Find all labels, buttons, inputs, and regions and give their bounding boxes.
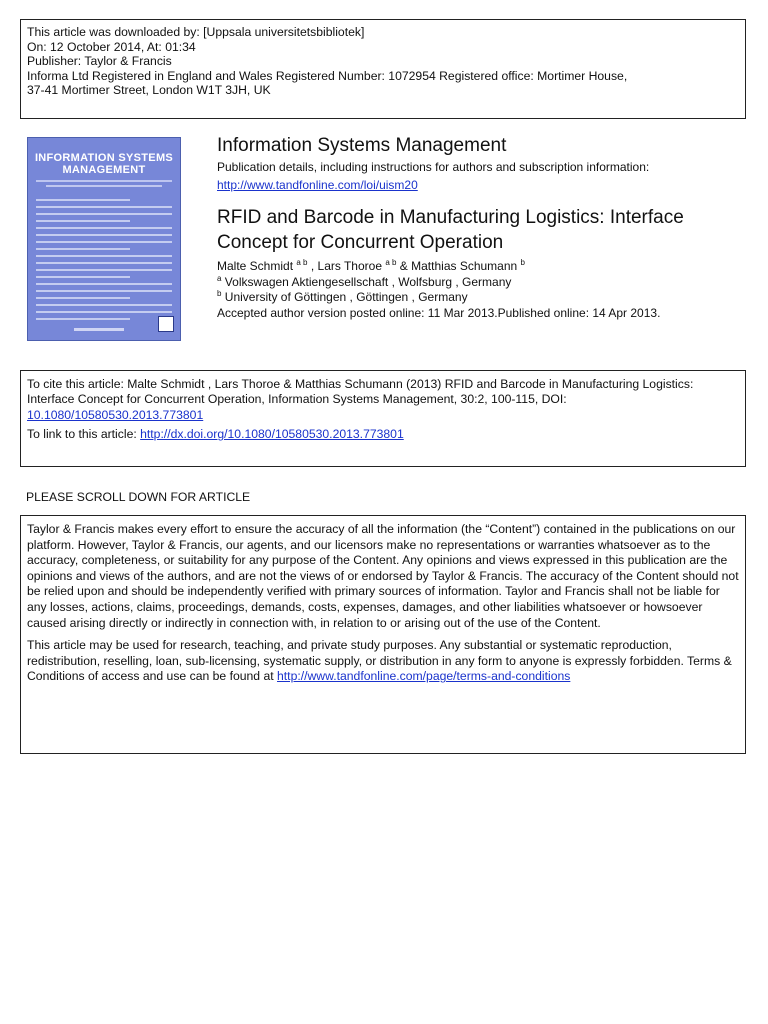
affiliation-mark: a: [217, 273, 222, 283]
affiliation: [217, 290, 747, 306]
author-name: Matthias Schumann: [411, 259, 518, 273]
affiliation: [217, 275, 747, 291]
cover-title-line: INFORMATION SYSTEMS: [34, 152, 174, 164]
link-label: To link to this article:: [27, 427, 137, 442]
download-line: On: 12 October 2014, At: 01:34: [27, 39, 196, 54]
doi-link[interactable]: 10.1080/10580530.2013.773801: [27, 407, 204, 422]
download-line: This article was downloaded by: [Uppsala universitetsbibliotek]: [27, 25, 365, 39]
download-line: Informa Ltd Registered in England and Wales Registered Number: 1072954 Registered office: Mortimer House,: [27, 68, 628, 83]
cover-rule: [36, 180, 172, 182]
author-name: Lars Thoroe: [317, 259, 382, 273]
journal-cover-image: [27, 137, 181, 341]
journal-url-link[interactable]: http://www.tandfonline.com/loi/uism20: [217, 178, 418, 192]
citation-body: To cite this article: Malte Schmidt , Lars Thoroe & Matthias Schumann (2013) RFID and Barcode in Manufacturing Logistics: Interface Concept for Concurrent Operation, Information Systems Management, 30:2, 100-115, DOI:: [27, 377, 694, 407]
author-list: [217, 259, 747, 275]
cover-title: [28, 152, 180, 176]
author-name: Malte Schmidt: [217, 259, 294, 273]
download-line: Publisher: Taylor & Francis: [27, 54, 172, 69]
cover-rule: [46, 185, 162, 187]
publisher-logo-icon: [158, 316, 174, 332]
affiliation-text: Volkswagen Aktiengesellschaft , Wolfsburg , Germany: [224, 274, 512, 289]
disclaimer-paragraph: Taylor & Francis makes every effort to ensure the accuracy of all the information (the “Content”) contained in the publications on our platform. However, Taylor & Francis, our agents, and our licensors make no representations or warranties whatsoever as to the accuracy, completeness, or suitability for any purpose of the Content. Any opinions and views expressed in this publication are the opinions and views of the authors, and are not the views of or endorsed by Taylor & Francis. The accuracy of the Content should not be relied upon and should be independently verified with primary sources of information. Taylor and Francis shall not be liable for any losses, actions, claims, proceedings, demands, costs, expenses, damages, and other liabilities whatsoever or howsoever caused arising directly or indirectly in connection with, in relation to or arising out of the use of the Content.: [27, 522, 739, 630]
cover-brand: [74, 328, 124, 331]
citation-box: [20, 370, 746, 467]
scroll-down-notice: PLEASE SCROLL DOWN FOR ARTICLE: [26, 490, 251, 504]
terms-text: This article may be used for research, teaching, and private study purposes. Any substantial or systematic reproduction, redistribution, reselling, loan, sub-licensing, systematic supply, or distribution in any form to anyone is expressly forbidden. Terms & Conditions of access and use can be found at: [27, 638, 732, 684]
author-separator: &: [396, 259, 412, 273]
download-info-box: [20, 19, 746, 119]
article-link-row: [27, 427, 739, 442]
author-separator: ,: [307, 259, 318, 273]
journal-info: [217, 135, 747, 321]
article-title: RFID and Barcode in Manufacturing Logistics: Interface Concept for Concurrent Operation: [217, 207, 684, 253]
affiliation-mark: b: [217, 289, 222, 298]
download-line: 37-41 Mortimer Street, London W1T 3JH, UK: [27, 83, 271, 98]
publication-dates: Accepted author version posted online: 11 Mar 2013.Published online: 14 Apr 2013.: [217, 305, 661, 320]
cover-contents: [28, 199, 180, 320]
affiliation-mark: a b: [385, 258, 397, 267]
article-doi-url-link[interactable]: http://dx.doi.org/10.1080/10580530.2013.773801: [140, 427, 404, 442]
publication-details: Publication details, including instructions for authors and subscription information:: [217, 160, 650, 174]
affiliation-text: University of Göttingen , Göttingen , Germany: [224, 290, 468, 304]
cover-title-line: MANAGEMENT: [62, 164, 146, 176]
terms-conditions-link[interactable]: http://www.tandfonline.com/page/terms-and-conditions: [277, 669, 571, 684]
citation-text: [27, 377, 739, 423]
disclaimer-box: [20, 515, 746, 754]
affiliation-mark: a b: [296, 258, 308, 267]
affiliation-mark: b: [520, 258, 525, 267]
journal-title: Information Systems Management: [217, 135, 507, 156]
terms-paragraph: [27, 638, 739, 685]
